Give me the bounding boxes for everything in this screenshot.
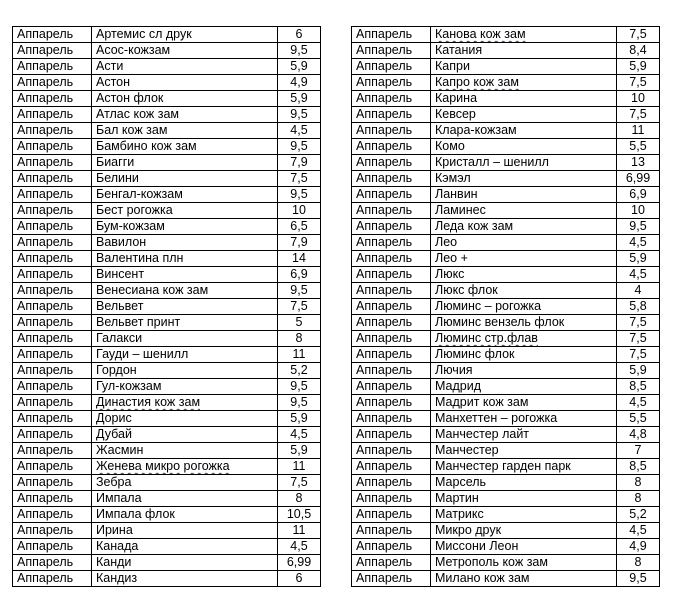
table-row xyxy=(352,27,660,43)
product-name-cell: Манчестер гарден парк xyxy=(431,459,617,475)
brand-cell: Аппарель xyxy=(352,363,431,379)
table-row xyxy=(352,331,660,347)
brand-cell: Аппарель xyxy=(13,203,92,219)
product-name-cell: Бенгал-кожзам xyxy=(92,187,278,203)
brand-cell: Аппарель xyxy=(13,187,92,203)
product-name-cell: Гауди – шенилл xyxy=(92,347,278,363)
table-row xyxy=(352,363,660,379)
spellcheck-underlined-text: Люминс стр.флав xyxy=(435,331,538,345)
product-name-cell: Милано кож зам xyxy=(431,571,617,587)
product-name-cell: Карина xyxy=(431,91,617,107)
product-name-cell: Кэмэл xyxy=(431,171,617,187)
product-name-cell: Гордон xyxy=(92,363,278,379)
product-name-cell: Атлас кож зам xyxy=(92,107,278,123)
price-cell: 9,5 xyxy=(278,283,321,299)
table-row xyxy=(13,395,321,411)
product-name-cell: Лео + xyxy=(431,251,617,267)
table-row xyxy=(352,235,660,251)
product-name-cell: Винсент xyxy=(92,267,278,283)
price-cell: 6 xyxy=(278,27,321,43)
price-cell: 4,5 xyxy=(617,235,660,251)
brand-cell: Аппарель xyxy=(13,539,92,555)
product-name-cell: Кандиз xyxy=(92,571,278,587)
price-cell: 5,5 xyxy=(617,139,660,155)
brand-cell: Аппарель xyxy=(13,235,92,251)
price-cell: 7,9 xyxy=(278,155,321,171)
price-table-left xyxy=(12,26,321,587)
table-row xyxy=(352,43,660,59)
product-name-cell: Валентина плн xyxy=(92,251,278,267)
product-name-cell: Зебра xyxy=(92,475,278,491)
brand-cell: Аппарель xyxy=(13,395,92,411)
table-row xyxy=(13,283,321,299)
brand-cell: Аппарель xyxy=(13,443,92,459)
table-row xyxy=(13,427,321,443)
table-row xyxy=(13,107,321,123)
table-row xyxy=(13,187,321,203)
table-row xyxy=(13,459,321,475)
brand-cell: Аппарель xyxy=(13,363,92,379)
table-row xyxy=(13,299,321,315)
table-row xyxy=(352,427,660,443)
product-name-cell: Ирина xyxy=(92,523,278,539)
table-row xyxy=(13,219,321,235)
brand-cell: Аппарель xyxy=(13,379,92,395)
price-cell: 11 xyxy=(617,123,660,139)
price-cell: 7,5 xyxy=(617,107,660,123)
price-cell: 11 xyxy=(278,523,321,539)
price-cell: 10 xyxy=(617,203,660,219)
product-name-cell: Бум-кожзам xyxy=(92,219,278,235)
product-name-cell: Импала xyxy=(92,491,278,507)
product-name-cell: Кевсер xyxy=(431,107,617,123)
table-row xyxy=(352,491,660,507)
brand-cell: Аппарель xyxy=(352,347,431,363)
brand-cell: Аппарель xyxy=(352,427,431,443)
product-name-cell: Манчестер лайт xyxy=(431,427,617,443)
price-cell: 10,5 xyxy=(278,507,321,523)
brand-cell: Аппарель xyxy=(13,219,92,235)
brand-cell: Аппарель xyxy=(352,571,431,587)
table-row xyxy=(352,203,660,219)
brand-cell: Аппарель xyxy=(352,411,431,427)
price-cell: 8 xyxy=(278,491,321,507)
price-cell: 7,5 xyxy=(617,75,660,91)
brand-cell: Аппарель xyxy=(352,139,431,155)
price-cell: 5,9 xyxy=(278,443,321,459)
product-name-cell: Клара-кожзам xyxy=(431,123,617,139)
price-cell: 6,9 xyxy=(617,187,660,203)
table-row xyxy=(352,379,660,395)
brand-cell: Аппарель xyxy=(13,139,92,155)
price-cell: 4,8 xyxy=(617,427,660,443)
table-row xyxy=(13,523,321,539)
price-cell: 9,5 xyxy=(278,107,321,123)
spellcheck-underlined-text: Капро кож зам xyxy=(435,75,519,89)
product-name-cell: Люкс xyxy=(431,267,617,283)
brand-cell: Аппарель xyxy=(352,555,431,571)
brand-cell: Аппарель xyxy=(13,59,92,75)
product-name-cell: Комо xyxy=(431,139,617,155)
brand-cell: Аппарель xyxy=(352,219,431,235)
table-row xyxy=(13,59,321,75)
price-cell: 5,9 xyxy=(617,59,660,75)
table-row xyxy=(13,235,321,251)
price-cell: 7,5 xyxy=(617,331,660,347)
product-name-cell: Вавилон xyxy=(92,235,278,251)
brand-cell: Аппарель xyxy=(352,27,431,43)
brand-cell: Аппарель xyxy=(13,475,92,491)
brand-cell: Аппарель xyxy=(352,43,431,59)
brand-cell: Аппарель xyxy=(352,507,431,523)
table-row xyxy=(352,299,660,315)
brand-cell: Аппарель xyxy=(13,251,92,267)
brand-cell: Аппарель xyxy=(352,443,431,459)
price-cell: 6,9 xyxy=(278,267,321,283)
product-name-cell: Дубай xyxy=(92,427,278,443)
table-row xyxy=(352,459,660,475)
brand-cell: Аппарель xyxy=(13,411,92,427)
product-name-cell: Люминс флок xyxy=(431,347,617,363)
table-row xyxy=(13,379,321,395)
table-row xyxy=(352,395,660,411)
brand-cell: Аппарель xyxy=(352,379,431,395)
brand-cell: Аппарель xyxy=(13,523,92,539)
product-name-cell: Люминс – рогожка xyxy=(431,299,617,315)
table-row xyxy=(13,347,321,363)
product-name-cell: Капри xyxy=(431,59,617,75)
product-name-cell: Метрополь кож зам xyxy=(431,555,617,571)
brand-cell: Аппарель xyxy=(13,75,92,91)
table-row xyxy=(352,171,660,187)
product-name-cell: Люминс вензель флок xyxy=(431,315,617,331)
brand-cell: Аппарель xyxy=(13,507,92,523)
product-name-cell: Дорис xyxy=(92,411,278,427)
product-name-cell: Миссони Леон xyxy=(431,539,617,555)
price-cell: 5,9 xyxy=(278,91,321,107)
spellcheck-underlined-text: Династия кож зам xyxy=(96,395,201,409)
price-cell: 13 xyxy=(617,155,660,171)
table-row xyxy=(13,123,321,139)
table-row xyxy=(13,331,321,347)
price-cell: 9,5 xyxy=(617,219,660,235)
product-name-cell: Матрикс xyxy=(431,507,617,523)
brand-cell: Аппарель xyxy=(352,123,431,139)
product-name-cell: Бамбино кож зам xyxy=(92,139,278,155)
spellcheck-underlined-text: Канова кож зам xyxy=(435,27,526,41)
table-row xyxy=(13,571,321,587)
table-row xyxy=(13,91,321,107)
brand-cell: Аппарель xyxy=(352,75,431,91)
price-cell: 9,5 xyxy=(278,379,321,395)
product-name-cell: Манхеттен – рогожка xyxy=(431,411,617,427)
price-cell: 8,5 xyxy=(617,379,660,395)
price-cell: 7,5 xyxy=(278,299,321,315)
table-row xyxy=(13,507,321,523)
brand-cell: Аппарель xyxy=(13,571,92,587)
product-name-cell: Вельвет xyxy=(92,299,278,315)
brand-cell: Аппарель xyxy=(13,315,92,331)
product-name-cell: Галакси xyxy=(92,331,278,347)
product-name-cell: Манчестер xyxy=(431,443,617,459)
table-row xyxy=(13,171,321,187)
table-row xyxy=(13,203,321,219)
table-row xyxy=(13,475,321,491)
price-cell: 9,5 xyxy=(278,395,321,411)
price-cell: 11 xyxy=(278,347,321,363)
brand-cell: Аппарель xyxy=(13,27,92,43)
price-cell: 7,5 xyxy=(278,171,321,187)
product-name-cell: Белини xyxy=(92,171,278,187)
brand-cell: Аппарель xyxy=(352,299,431,315)
price-cell: 7,5 xyxy=(617,315,660,331)
price-cell: 10 xyxy=(617,91,660,107)
spellcheck-underlined-text: Женева микро рогожка xyxy=(96,459,230,473)
price-cell: 4 xyxy=(617,283,660,299)
price-cell: 7,5 xyxy=(617,347,660,363)
price-cell: 8 xyxy=(617,475,660,491)
product-name-cell: Микро друк xyxy=(431,523,617,539)
price-cell: 10 xyxy=(278,203,321,219)
table-row xyxy=(352,139,660,155)
brand-cell: Аппарель xyxy=(352,267,431,283)
product-name-cell: Астон xyxy=(92,75,278,91)
product-name-cell xyxy=(92,459,278,475)
product-name-cell: Кристалл – шенилл xyxy=(431,155,617,171)
product-name-cell: Канада xyxy=(92,539,278,555)
brand-cell: Аппарель xyxy=(13,267,92,283)
table-row xyxy=(13,139,321,155)
table-row xyxy=(13,251,321,267)
brand-cell: Аппарель xyxy=(352,315,431,331)
product-name-cell: Марсель xyxy=(431,475,617,491)
product-name-cell: Мартин xyxy=(431,491,617,507)
price-cell: 6 xyxy=(278,571,321,587)
price-cell: 6,99 xyxy=(278,555,321,571)
brand-cell: Аппарель xyxy=(13,347,92,363)
table-row xyxy=(13,155,321,171)
table-row xyxy=(352,443,660,459)
product-name-cell: Венесиана кож зам xyxy=(92,283,278,299)
product-name-cell: Лео xyxy=(431,235,617,251)
price-cell: 5,8 xyxy=(617,299,660,315)
price-cell: 7,5 xyxy=(278,475,321,491)
brand-cell: Аппарель xyxy=(13,491,92,507)
brand-cell: Аппарель xyxy=(352,171,431,187)
table-row xyxy=(352,91,660,107)
table-row xyxy=(13,315,321,331)
brand-cell: Аппарель xyxy=(352,155,431,171)
table-row xyxy=(13,267,321,283)
brand-cell: Аппарель xyxy=(352,331,431,347)
table-row xyxy=(13,539,321,555)
table-row xyxy=(13,27,321,43)
product-name-cell: Вельвет принт xyxy=(92,315,278,331)
table-row xyxy=(13,43,321,59)
product-name-cell: Канди xyxy=(92,555,278,571)
table-row xyxy=(352,523,660,539)
brand-cell: Аппарель xyxy=(352,91,431,107)
price-cell: 9,5 xyxy=(278,139,321,155)
table-row xyxy=(352,267,660,283)
price-cell: 5,9 xyxy=(617,251,660,267)
brand-cell: Аппарель xyxy=(13,123,92,139)
table-row xyxy=(352,475,660,491)
product-name-cell: Артемис сл друк xyxy=(92,27,278,43)
product-name-cell: Мадрит кож зам xyxy=(431,395,617,411)
price-cell: 9,5 xyxy=(617,571,660,587)
brand-cell: Аппарель xyxy=(13,555,92,571)
price-cell: 5,9 xyxy=(278,59,321,75)
price-cell: 4,5 xyxy=(617,395,660,411)
brand-cell: Аппарель xyxy=(352,523,431,539)
product-name-cell: Леда кож зам xyxy=(431,219,617,235)
brand-cell: Аппарель xyxy=(13,331,92,347)
table-row xyxy=(352,251,660,267)
product-name-cell: Жасмин xyxy=(92,443,278,459)
price-cell: 7,5 xyxy=(617,27,660,43)
price-cell: 11 xyxy=(278,459,321,475)
brand-cell: Аппарель xyxy=(352,475,431,491)
brand-cell: Аппарель xyxy=(13,155,92,171)
table-row xyxy=(13,555,321,571)
price-cell: 6,99 xyxy=(617,171,660,187)
price-cell: 4,9 xyxy=(617,539,660,555)
table-row xyxy=(13,75,321,91)
table-row xyxy=(352,347,660,363)
product-name-cell: Биагги xyxy=(92,155,278,171)
brand-cell: Аппарель xyxy=(13,43,92,59)
product-name-cell: Ламинес xyxy=(431,203,617,219)
product-name-cell xyxy=(431,331,617,347)
brand-cell: Аппарель xyxy=(13,107,92,123)
brand-cell: Аппарель xyxy=(352,251,431,267)
table-row xyxy=(352,123,660,139)
brand-cell: Аппарель xyxy=(13,427,92,443)
table-row xyxy=(352,539,660,555)
brand-cell: Аппарель xyxy=(13,283,92,299)
price-cell: 8 xyxy=(278,331,321,347)
table-row xyxy=(352,555,660,571)
price-cell: 8 xyxy=(617,491,660,507)
product-name-cell: Астон флок xyxy=(92,91,278,107)
product-name-cell: Ланвин xyxy=(431,187,617,203)
table-row xyxy=(352,107,660,123)
table-row xyxy=(352,59,660,75)
brand-cell: Аппарель xyxy=(352,283,431,299)
table-row xyxy=(352,571,660,587)
brand-cell: Аппарель xyxy=(352,187,431,203)
price-cell: 9,5 xyxy=(278,187,321,203)
price-cell: 4,5 xyxy=(278,539,321,555)
price-cell: 8,4 xyxy=(617,43,660,59)
brand-cell: Аппарель xyxy=(352,395,431,411)
brand-cell: Аппарель xyxy=(352,459,431,475)
table-row xyxy=(13,411,321,427)
product-name-cell: Бал кож зам xyxy=(92,123,278,139)
product-name-cell: Гул-кожзам xyxy=(92,379,278,395)
price-cell: 9,5 xyxy=(278,43,321,59)
price-cell: 6,5 xyxy=(278,219,321,235)
brand-cell: Аппарель xyxy=(13,299,92,315)
price-cell: 5,9 xyxy=(278,411,321,427)
price-cell: 4,5 xyxy=(617,267,660,283)
brand-cell: Аппарель xyxy=(352,235,431,251)
brand-cell: Аппарель xyxy=(352,539,431,555)
price-cell: 7,9 xyxy=(278,235,321,251)
table-row xyxy=(352,155,660,171)
table-row xyxy=(13,491,321,507)
brand-cell: Аппарель xyxy=(352,491,431,507)
product-name-cell: Катания xyxy=(431,43,617,59)
product-name-cell: Импала флок xyxy=(92,507,278,523)
price-cell: 4,5 xyxy=(617,523,660,539)
product-name-cell: Люкс флок xyxy=(431,283,617,299)
product-name-cell: Лючия xyxy=(431,363,617,379)
brand-cell: Аппарель xyxy=(352,203,431,219)
price-table-right xyxy=(351,26,660,587)
price-cell: 5,2 xyxy=(617,507,660,523)
product-name-cell xyxy=(431,75,617,91)
price-cell: 5,2 xyxy=(278,363,321,379)
brand-cell: Аппарель xyxy=(13,459,92,475)
product-name-cell: Бест рогожка xyxy=(92,203,278,219)
table-row xyxy=(352,315,660,331)
price-cell: 4,5 xyxy=(278,427,321,443)
brand-cell: Аппарель xyxy=(352,59,431,75)
price-cell: 4,9 xyxy=(278,75,321,91)
product-name-cell: Асос-кожзам xyxy=(92,43,278,59)
price-cell: 7 xyxy=(617,443,660,459)
price-cell: 5,9 xyxy=(617,363,660,379)
brand-cell: Аппарель xyxy=(13,91,92,107)
price-cell: 5,5 xyxy=(617,411,660,427)
table-row xyxy=(13,443,321,459)
table-row xyxy=(352,507,660,523)
table-row xyxy=(352,75,660,91)
price-cell: 4,5 xyxy=(278,123,321,139)
product-name-cell: Асти xyxy=(92,59,278,75)
table-row xyxy=(352,187,660,203)
product-name-cell: Мадрид xyxy=(431,379,617,395)
price-cell: 8 xyxy=(617,555,660,571)
product-name-cell xyxy=(431,27,617,43)
table-row xyxy=(352,219,660,235)
price-cell: 8,5 xyxy=(617,459,660,475)
product-name-cell xyxy=(92,395,278,411)
price-cell: 5 xyxy=(278,315,321,331)
brand-cell: Аппарель xyxy=(13,171,92,187)
table-row xyxy=(352,411,660,427)
brand-cell: Аппарель xyxy=(352,107,431,123)
table-row xyxy=(352,283,660,299)
table-row xyxy=(13,363,321,379)
price-cell: 14 xyxy=(278,251,321,267)
